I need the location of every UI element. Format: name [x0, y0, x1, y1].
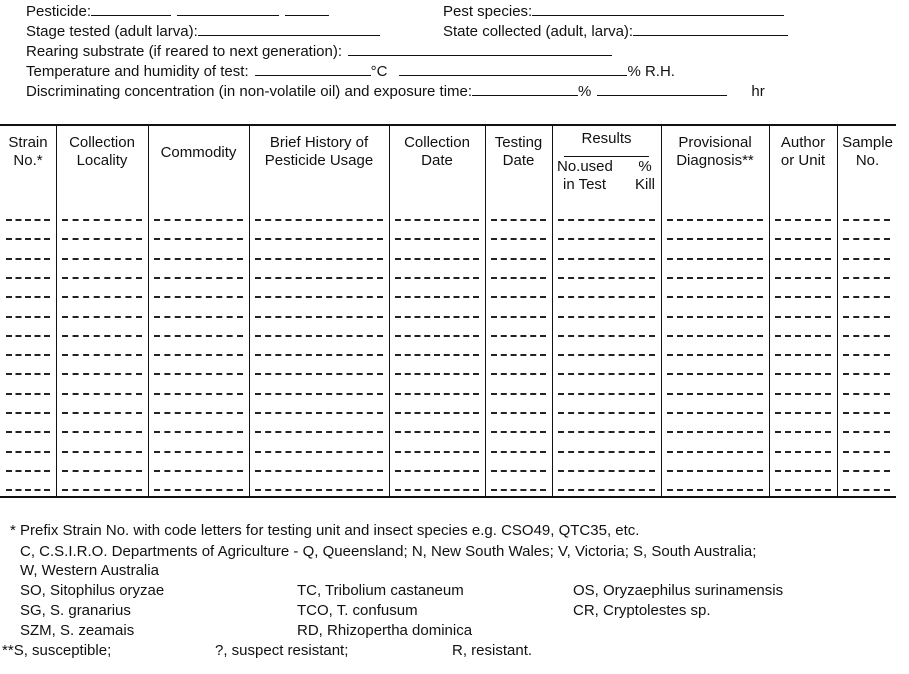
table-cell-blank[interactable]	[491, 431, 546, 433]
table-row	[0, 238, 896, 240]
species-code: SG, S. granarius	[20, 602, 131, 619]
species-code: SZM, S. zeamais	[20, 622, 135, 639]
table-cell-blank[interactable]	[491, 219, 546, 221]
table-cell-blank[interactable]	[775, 316, 831, 318]
table-cell-blank[interactable]	[667, 335, 763, 337]
table-row	[0, 431, 896, 433]
table-cell-blank[interactable]	[491, 335, 546, 337]
results-pct-kill	[628, 158, 662, 194]
table-cell-blank[interactable]	[843, 219, 890, 221]
temp-humidity-label: Temperature and humidity of test:	[26, 63, 249, 80]
table-cell-blank[interactable]	[558, 258, 655, 260]
table-cell-blank[interactable]	[255, 470, 383, 472]
pest-species-label: Pest species:	[443, 3, 533, 20]
table-cell-blank[interactable]	[667, 316, 763, 318]
table-cell-blank[interactable]	[62, 219, 142, 221]
state-collected-blank[interactable]	[633, 22, 788, 36]
table-cell-blank[interactable]	[843, 335, 890, 337]
table-cell-blank[interactable]	[395, 219, 479, 221]
table-cell-blank[interactable]	[395, 316, 479, 318]
col-pesticide-history-line1: Brief History of	[269, 134, 369, 151]
table-cell-blank[interactable]	[255, 412, 383, 414]
table-cell-blank[interactable]	[255, 219, 383, 221]
table-cell-blank[interactable]	[667, 354, 763, 356]
table-cell-blank[interactable]	[62, 316, 142, 318]
table-row	[0, 219, 896, 221]
table-cell-blank[interactable]	[558, 470, 655, 472]
table-cell-blank[interactable]	[6, 335, 50, 337]
results-no-used-line1: No.used	[557, 158, 613, 175]
table-row	[0, 412, 896, 414]
species-code: CR, Cryptolestes sp.	[573, 602, 711, 619]
table-cell-blank[interactable]	[843, 470, 890, 472]
table-cell-blank[interactable]	[255, 489, 383, 491]
table-cell-blank[interactable]	[255, 354, 383, 356]
results-underline	[564, 156, 649, 157]
col-testing-date-line1: Testing	[494, 134, 543, 151]
table-cell-blank[interactable]	[843, 451, 890, 453]
table-cell-blank[interactable]	[255, 335, 383, 337]
col-collection-date-line2: Date	[421, 152, 453, 169]
species-code: TCO, T. confusum	[297, 602, 418, 619]
results-table	[0, 124, 896, 498]
table-cell-blank[interactable]	[255, 238, 383, 240]
concentration-blank[interactable]	[472, 82, 578, 96]
table-cell-blank[interactable]	[558, 238, 655, 240]
diagnosis-resistant: R, resistant.	[452, 642, 533, 659]
table-row	[0, 258, 896, 260]
table-cell-blank[interactable]	[255, 296, 383, 298]
note-prefix: * Prefix Strain No. with code letters for testing unit and insect species e.g. CSO49, QTC35, etc.	[10, 522, 640, 539]
table-row	[0, 393, 896, 395]
col-provisional-diagnosis	[661, 134, 769, 170]
table-cell-blank[interactable]	[558, 277, 655, 279]
table-cell-blank[interactable]	[558, 393, 655, 395]
rearing-substrate-label: Rearing substrate (if reared to next generation):	[26, 43, 343, 60]
table-cell-blank[interactable]	[843, 373, 890, 375]
table-cell-blank[interactable]	[843, 412, 890, 414]
table-cell-blank[interactable]	[843, 238, 890, 240]
table-row	[0, 316, 896, 318]
rearing-substrate-blank[interactable]	[348, 42, 612, 56]
table-cell-blank[interactable]	[558, 316, 655, 318]
table-cell-blank[interactable]	[775, 238, 831, 240]
col-strain-no-line1: Strain	[8, 134, 48, 151]
table-cell-blank[interactable]	[667, 451, 763, 453]
col-commodity-line1: Commodity	[160, 144, 237, 161]
table-row	[0, 277, 896, 279]
table-cell-blank[interactable]	[775, 354, 831, 356]
table-cell-blank[interactable]	[62, 470, 142, 472]
humidity-blank[interactable]	[399, 62, 627, 76]
pesticide-blank-2[interactable]	[177, 2, 279, 16]
table-cell-blank[interactable]	[154, 277, 243, 279]
table-cell-blank[interactable]	[843, 431, 890, 433]
table-cell-blank[interactable]	[667, 470, 763, 472]
table-cell-blank[interactable]	[62, 451, 142, 453]
table-cell-blank[interactable]	[154, 412, 243, 414]
results-in-test-line2: in Test	[563, 176, 607, 193]
table-cell-blank[interactable]	[6, 354, 50, 356]
col-pesticide-history	[249, 134, 389, 170]
temp-humidity-field	[26, 62, 675, 81]
diagnosis-legend	[2, 641, 111, 660]
table-cell-blank[interactable]	[843, 277, 890, 279]
table-cell-blank[interactable]	[255, 373, 383, 375]
column-divider	[837, 124, 838, 498]
table-cell-blank[interactable]	[154, 238, 243, 240]
table-cell-blank[interactable]	[6, 316, 50, 318]
col-commodity	[148, 144, 249, 162]
table-row	[0, 489, 896, 491]
table-cell-blank[interactable]	[491, 296, 546, 298]
col-provisional-diagnosis-line1: Provisional	[678, 134, 752, 151]
table-cell-blank[interactable]	[6, 489, 50, 491]
table-cell-blank[interactable]	[775, 258, 831, 260]
table-cell-blank[interactable]	[843, 354, 890, 356]
pesticide-field	[26, 2, 329, 21]
table-cell-blank[interactable]	[667, 277, 763, 279]
table-cell-blank[interactable]	[395, 451, 479, 453]
col-author-unit-line2: or Unit	[780, 152, 826, 169]
column-divider	[249, 124, 250, 498]
table-row	[0, 296, 896, 298]
table-cell-blank[interactable]	[667, 393, 763, 395]
table-cell-blank[interactable]	[667, 489, 763, 491]
table-cell-blank[interactable]	[6, 431, 50, 433]
table-cell-blank[interactable]	[775, 296, 831, 298]
results-kill-line2: Kill	[634, 176, 655, 193]
table-cell-blank[interactable]	[154, 354, 243, 356]
table-cell-blank[interactable]	[6, 373, 50, 375]
table-cell-blank[interactable]	[775, 373, 831, 375]
table-cell-blank[interactable]	[775, 431, 831, 433]
stage-tested-field	[26, 22, 380, 41]
pct-unit: %	[578, 83, 592, 100]
col-sample-no-line2: No.	[855, 152, 880, 169]
table-cell-blank[interactable]	[154, 470, 243, 472]
table-row	[0, 354, 896, 356]
species-code: OS, Oryzaephilus surinamensis	[573, 582, 784, 599]
table-cell-blank[interactable]	[491, 373, 546, 375]
table-cell-blank[interactable]	[491, 470, 546, 472]
table-cell-blank[interactable]	[843, 393, 890, 395]
table-cell-blank[interactable]	[775, 277, 831, 279]
table-cell-blank[interactable]	[62, 373, 142, 375]
hr-unit: hr	[751, 83, 765, 100]
table-cell-blank[interactable]	[558, 335, 655, 337]
rearing-substrate-field	[26, 42, 612, 61]
pest-species-field	[443, 2, 784, 21]
table-cell-blank[interactable]	[154, 489, 243, 491]
diagnosis-legend-marker: **	[2, 642, 14, 659]
species-code: RD, Rhizopertha dominica	[297, 622, 473, 639]
note-departments: C, C.S.I.R.O. Departments of Agriculture - Q, Queensland; N, New South Wales; V, Victoria; S, South Australia;	[20, 543, 757, 560]
table-cell-blank[interactable]	[395, 354, 479, 356]
table-cell-blank[interactable]	[491, 393, 546, 395]
table-cell-blank[interactable]	[255, 431, 383, 433]
column-divider	[552, 124, 553, 498]
discriminating-label: Discriminating concentration (in non-volatile oil) and exposure time:	[26, 83, 473, 100]
col-testing-date	[485, 134, 552, 170]
note-western-australia: W, Western Australia	[20, 562, 159, 579]
table-cell-blank[interactable]	[62, 258, 142, 260]
pesticide-blank[interactable]	[91, 2, 171, 16]
table-cell-blank[interactable]	[395, 296, 479, 298]
table-cell-blank[interactable]	[6, 451, 50, 453]
col-strain-no-line2: No.*	[13, 152, 43, 169]
table-cell-blank[interactable]	[558, 373, 655, 375]
table-cell-blank[interactable]	[154, 335, 243, 337]
stage-tested-label: Stage tested (adult larva):	[26, 23, 198, 40]
rh-unit: % R.H.	[627, 63, 675, 80]
table-cell-blank[interactable]	[491, 451, 546, 453]
table-cell-blank[interactable]	[667, 238, 763, 240]
table-cell-blank[interactable]	[558, 451, 655, 453]
table-cell-blank[interactable]	[62, 393, 142, 395]
table-cell-blank[interactable]	[154, 393, 243, 395]
species-code: TC, Tribolium castaneum	[297, 582, 464, 599]
temperature-blank[interactable]	[255, 62, 371, 76]
col-author-unit-line1: Author	[780, 134, 826, 151]
column-divider	[56, 124, 57, 498]
table-cell-blank[interactable]	[775, 219, 831, 221]
col-pesticide-history-line2: Pesticide Usage	[264, 152, 374, 169]
col-strain-no	[0, 134, 56, 170]
table-cell-blank[interactable]	[6, 470, 50, 472]
table-cell-blank[interactable]	[558, 296, 655, 298]
col-author-unit	[769, 134, 837, 170]
table-cell-blank[interactable]	[843, 316, 890, 318]
table-cell-blank[interactable]	[491, 412, 546, 414]
table-cell-blank[interactable]	[843, 489, 890, 491]
table-cell-blank[interactable]	[62, 489, 142, 491]
table-cell-blank[interactable]	[255, 277, 383, 279]
table-cell-blank[interactable]	[667, 258, 763, 260]
table-cell-blank[interactable]	[491, 316, 546, 318]
table-cell-blank[interactable]	[6, 412, 50, 414]
pesticide-blank-3[interactable]	[285, 2, 329, 16]
table-cell-blank[interactable]	[255, 316, 383, 318]
table-cell-blank[interactable]	[395, 238, 479, 240]
col-testing-date-line2: Date	[502, 152, 535, 169]
stage-tested-blank[interactable]	[198, 22, 380, 36]
col-results	[552, 130, 661, 148]
table-cell-blank[interactable]	[395, 373, 479, 375]
table-cell-blank[interactable]	[395, 277, 479, 279]
table-cell-blank[interactable]	[154, 219, 243, 221]
table-cell-blank[interactable]	[6, 219, 50, 221]
table-cell-blank[interactable]	[667, 373, 763, 375]
table-cell-blank[interactable]	[395, 412, 479, 414]
table-cell-blank[interactable]	[667, 296, 763, 298]
table-bottom-rule	[0, 496, 896, 498]
table-cell-blank[interactable]	[775, 489, 831, 491]
table-cell-blank[interactable]	[558, 412, 655, 414]
table-cell-blank[interactable]	[491, 258, 546, 260]
col-results-line1: Results	[581, 130, 632, 147]
pest-species-blank[interactable]	[532, 2, 784, 16]
column-divider	[389, 124, 390, 498]
table-cell-blank[interactable]	[667, 219, 763, 221]
table-cell-blank[interactable]	[6, 238, 50, 240]
col-collection-date-line1: Collection	[404, 134, 470, 151]
table-cell-blank[interactable]	[154, 258, 243, 260]
table-cell-blank[interactable]	[558, 219, 655, 221]
table-cell-blank[interactable]	[775, 412, 831, 414]
col-sample-no-line1: Sample	[842, 134, 893, 151]
table-cell-blank[interactable]	[395, 393, 479, 395]
table-cell-blank[interactable]	[62, 335, 142, 337]
results-no-used	[557, 158, 613, 194]
column-divider	[485, 124, 486, 498]
table-cell-blank[interactable]	[775, 451, 831, 453]
table-cell-blank[interactable]	[255, 451, 383, 453]
table-row	[0, 451, 896, 453]
table-cell-blank[interactable]	[843, 296, 890, 298]
table-top-rule	[0, 124, 896, 126]
table-cell-blank[interactable]	[667, 431, 763, 433]
table-cell-blank[interactable]	[255, 393, 383, 395]
table-row	[0, 470, 896, 472]
table-cell-blank[interactable]	[667, 412, 763, 414]
table-cell-blank[interactable]	[395, 258, 479, 260]
table-cell-blank[interactable]	[491, 238, 546, 240]
table-cell-blank[interactable]	[154, 451, 243, 453]
table-cell-blank[interactable]	[491, 354, 546, 356]
table-cell-blank[interactable]	[62, 412, 142, 414]
column-divider	[148, 124, 149, 498]
table-cell-blank[interactable]	[62, 296, 142, 298]
table-row	[0, 373, 896, 375]
species-code: SO, Sitophilus oryzae	[20, 582, 165, 599]
table-cell-blank[interactable]	[62, 431, 142, 433]
table-cell-blank[interactable]	[6, 258, 50, 260]
exposure-time-blank[interactable]	[597, 82, 727, 96]
table-cell-blank[interactable]	[558, 489, 655, 491]
col-provisional-diagnosis-line2: Diagnosis**	[676, 152, 754, 169]
deg-c-unit: °C	[370, 63, 388, 80]
discriminating-field	[26, 82, 765, 101]
table-cell-blank[interactable]	[6, 277, 50, 279]
table-cell-blank[interactable]	[6, 296, 50, 298]
table-cell-blank[interactable]	[491, 277, 546, 279]
table-cell-blank[interactable]	[154, 373, 243, 375]
table-cell-blank[interactable]	[6, 393, 50, 395]
col-collection-locality-line2: Locality	[76, 152, 128, 169]
col-collection-locality	[56, 134, 148, 170]
table-cell-blank[interactable]	[843, 258, 890, 260]
table-cell-blank[interactable]	[395, 335, 479, 337]
col-sample-no	[837, 134, 898, 170]
col-collection-date	[389, 134, 485, 170]
table-row	[0, 335, 896, 337]
table-cell-blank[interactable]	[395, 489, 479, 491]
table-cell-blank[interactable]	[775, 470, 831, 472]
table-cell-blank[interactable]	[395, 470, 479, 472]
table-cell-blank[interactable]	[154, 431, 243, 433]
table-cell-blank[interactable]	[154, 316, 243, 318]
column-divider	[769, 124, 770, 498]
table-cell-blank[interactable]	[558, 431, 655, 433]
table-cell-blank[interactable]	[491, 489, 546, 491]
state-collected-label: State collected (adult, larva):	[443, 23, 634, 40]
table-cell-blank[interactable]	[558, 354, 655, 356]
table-cell-blank[interactable]	[154, 296, 243, 298]
table-cell-blank[interactable]	[395, 431, 479, 433]
diagnosis-susceptible: S, susceptible;	[13, 642, 112, 659]
table-cell-blank[interactable]	[775, 335, 831, 337]
table-cell-blank[interactable]	[62, 238, 142, 240]
table-cell-blank[interactable]	[255, 258, 383, 260]
diagnosis-suspect: ?, suspect resistant;	[215, 642, 349, 659]
col-collection-locality-line1: Collection	[69, 134, 135, 151]
table-cell-blank[interactable]	[62, 354, 142, 356]
pesticide-label: Pesticide:	[26, 3, 92, 20]
state-collected-field	[443, 22, 788, 41]
results-pct-line1: %	[638, 158, 652, 175]
table-cell-blank[interactable]	[62, 277, 142, 279]
table-cell-blank[interactable]	[775, 393, 831, 395]
